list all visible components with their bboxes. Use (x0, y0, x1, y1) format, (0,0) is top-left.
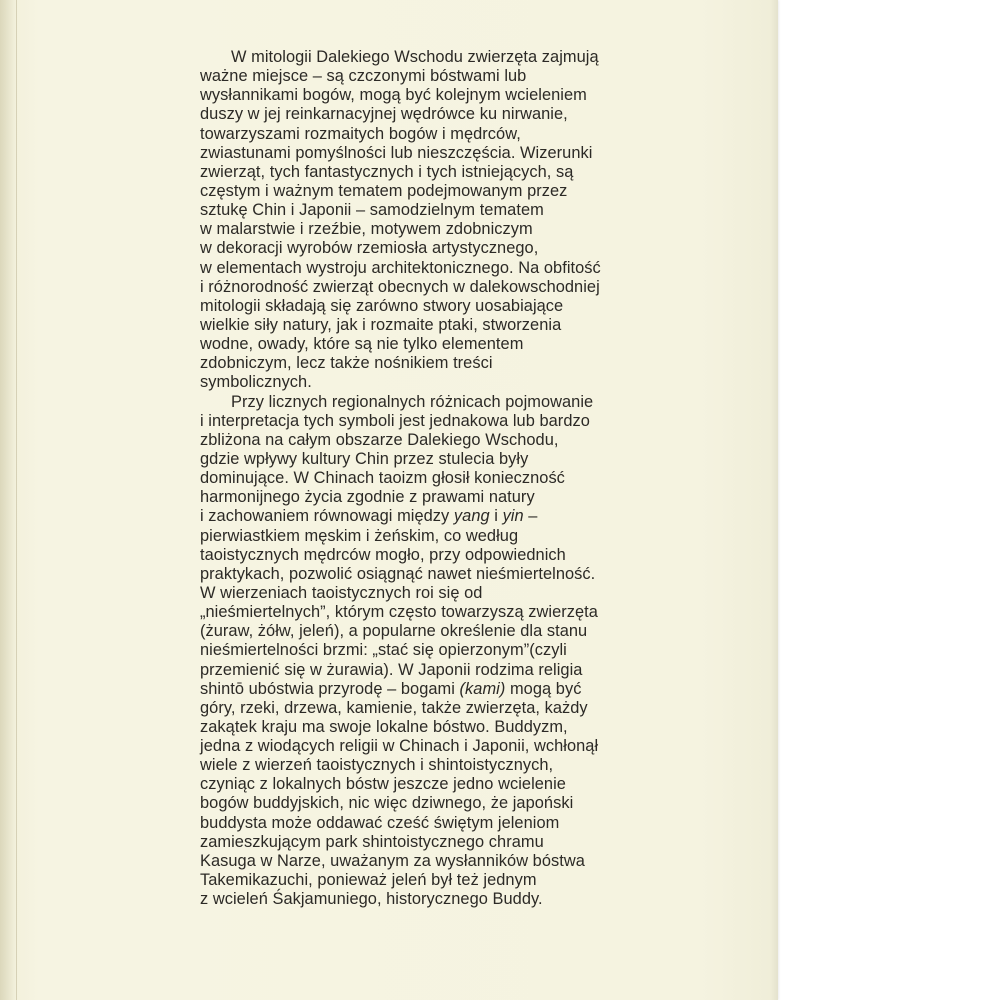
text-line: góry, rzeki, drzewa, kamienie, także zwierzęta, każdy (200, 698, 588, 717)
text-line: wodne, owady, które są nie tylko elementem (200, 335, 524, 354)
text-line: zbliżona na całym obszarze Dalekiego Wschodu, (200, 430, 559, 449)
text-run: mogą być (505, 679, 582, 698)
text-line: Takemikazuchi, ponieważ jeleń był też jednym (200, 871, 537, 890)
text-line: pierwiastkiem męskim i żeńskim, co według (200, 526, 519, 545)
text-line: symbolicznych. (200, 373, 312, 392)
text-line: nieśmiertelności brzmi: „stać się opierzonym”(czyli (200, 641, 567, 660)
text-line: jedna z wiodących religii w Chinach i Japonii, wchłonął (200, 737, 599, 756)
text-run: i zachowaniem równowagi między (200, 507, 454, 526)
term-kami: (kami) (459, 679, 506, 698)
text-line: przemienić się w żurawia). W Japonii rodzima religia (200, 660, 583, 679)
paragraph-2 (200, 393, 670, 910)
text-line: i interpretacja tych symboli jest jednakowa lub bardzo (200, 411, 590, 430)
paragraph-1 (200, 48, 670, 393)
page-fold-line (16, 0, 17, 1000)
term-yin: yin (502, 507, 524, 526)
text-line: harmonijnego życia zgodnie z prawami natury (200, 488, 535, 507)
page-gutter-shadow (0, 0, 16, 1000)
text-line: (żuraw, żółw, jeleń), a popularne określenie dla stanu (200, 622, 588, 641)
text-line: zdobniczym, lecz także nośnikiem treści (200, 354, 493, 373)
text-line: Przy licznych regionalnych różnicach pojmowanie (231, 392, 594, 411)
text-line: gdzie wpływy kultury Chin przez stulecia były (200, 449, 529, 468)
text-line: w dekoracji wyrobów rzemiosła artystycznego, (200, 239, 539, 258)
text-line: w elementach wystroju architektonicznego. Na obfitość (200, 258, 601, 277)
text-line: czyniąc z lokalnych bóstw jeszcze jedno wcielenie (200, 775, 566, 794)
text-line: zamieszkującym park shintoistycznego chramu (200, 832, 544, 851)
text-run: – (523, 507, 538, 526)
text-line: wysłannikami bogów, mogą być kolejnym wcieleniem (200, 86, 587, 105)
text-line: z wcieleń Śakjamuniego, historycznego Buddy. (200, 890, 543, 909)
text-line: mitologii składają się zarówno stwory uosabiające (200, 296, 564, 315)
text-line-kami (200, 680, 670, 699)
term-yang: yang (453, 507, 490, 526)
text-line: towarzyszami rozmaitych bogów i mędrców, (200, 124, 521, 143)
text-line: wiele z wierzeń taoistycznych i shintoistycznych, (200, 756, 554, 775)
text-run: shintō ubóstwia przyrodę – bogami (200, 679, 460, 698)
text-line: bogów buddyjskich, nic więc dziwnego, że japoński (200, 794, 574, 813)
text-line: zakątek kraju ma swoje lokalne bóstwo. Buddyzm, (200, 717, 568, 736)
text-line: częstym i ważnym tematem podejmowanym przez (200, 181, 568, 200)
text-line: w malarstwie i rzeźbie, motywem zdobniczym (200, 220, 533, 239)
text-line-yang-yin (200, 507, 670, 526)
text-run: i (489, 507, 503, 526)
text-line: ważne miejsce – są czczonymi bóstwami lub (200, 67, 527, 86)
text-line: Kasuga w Narze, uważanym za wysłanników bóstwa (200, 851, 585, 870)
text-line: i różnorodność zwierząt obecnych w dalekowschodniej (200, 277, 600, 296)
body-text (200, 48, 670, 909)
text-line: sztukę Chin i Japonii – samodzielnym tematem (200, 201, 544, 220)
text-line: duszy w jej reinkarnacyjnej wędrówce ku nirwanie, (200, 105, 568, 124)
text-line: dominujące. W Chinach taoizm głosił konieczność (200, 469, 565, 488)
text-line: buddysta może oddawać cześć świętym jeleniom (200, 813, 560, 832)
text-line: wielkie siły natury, jak i rozmaite ptaki, stworzenia (200, 315, 562, 334)
text-line: „nieśmiertelnych”, którym często towarzyszą zwierzęta (200, 603, 598, 622)
text-line: praktykach, pozwolić osiągnąć nawet nieśmiertelność. (200, 564, 596, 583)
text-line: W wierzeniach taoistycznych roi się od (200, 583, 483, 602)
text-line: zwiastunami pomyślności lub nieszczęścia. Wizerunki (200, 143, 593, 162)
text-line: zwierząt, tych fantastycznych i tych istniejących, są (200, 162, 574, 181)
text-line: taoistycznych mędrców mogło, przy odpowiednich (200, 545, 566, 564)
text-line: W mitologii Dalekiego Wschodu zwierzęta zajmują (231, 48, 599, 66)
